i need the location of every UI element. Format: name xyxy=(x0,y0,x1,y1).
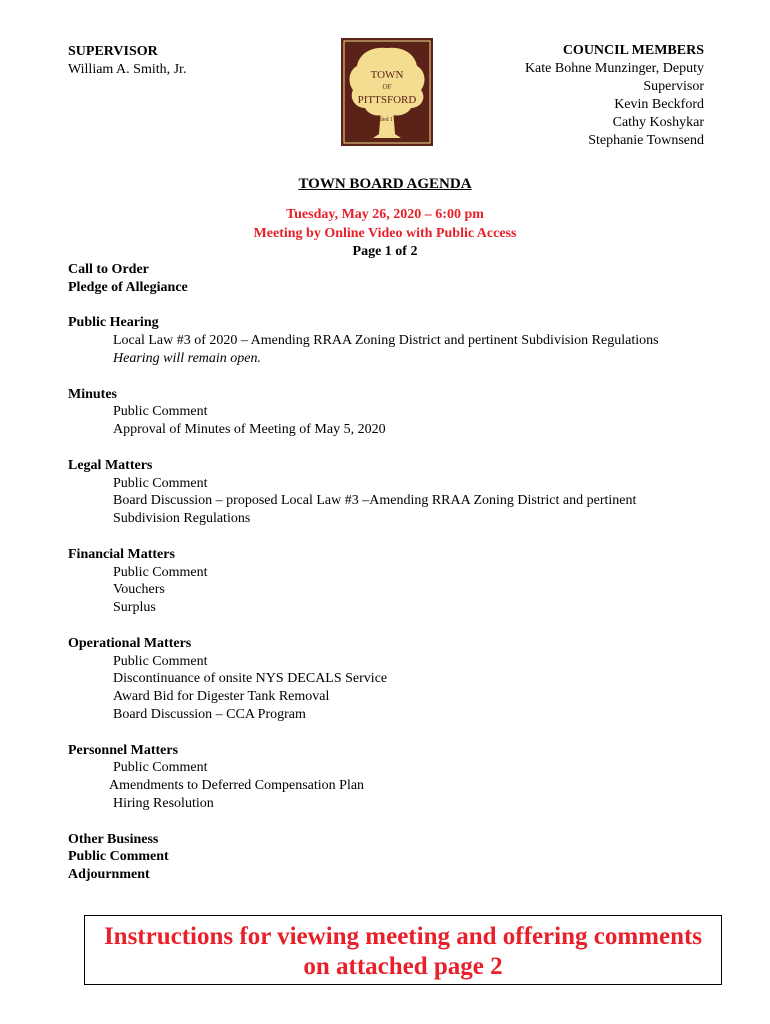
personnel-section xyxy=(68,742,728,813)
council-line: Kevin Beckford xyxy=(614,97,704,112)
agenda-heading: Other Business xyxy=(68,831,159,847)
council-block xyxy=(525,42,704,150)
section-heading: Public Hearing xyxy=(68,315,159,331)
page-number: Page 1 of 2 xyxy=(352,244,418,259)
supervisor-block xyxy=(68,43,186,79)
agenda-item: Vouchers xyxy=(113,582,165,598)
instructions-box xyxy=(84,915,722,985)
logo-line1: TOWN xyxy=(370,69,404,81)
legal-section xyxy=(68,457,728,528)
agenda-item: Award Bid for Digester Tank Removal xyxy=(113,689,330,705)
instructions-line: Instructions for viewing meeting and offering comments xyxy=(103,923,703,950)
agenda-item: Subdivision Regulations xyxy=(113,511,251,527)
logo-line2: OF xyxy=(382,83,392,91)
meeting-line: Meeting by Online Video with Public Access xyxy=(253,226,517,241)
agenda-item: Board Discussion – proposed Local Law #3 –Amending RRAA Zoning District and pertinent xyxy=(113,493,637,509)
agenda-item: Public Comment xyxy=(113,564,208,580)
town-logo xyxy=(341,38,433,146)
logo-line4: Settled 1789 xyxy=(371,117,403,123)
section-heading: Minutes xyxy=(68,386,117,402)
section-heading: Operational Matters xyxy=(68,635,192,651)
agenda-item: Public Comment xyxy=(113,475,208,491)
opening-section xyxy=(68,261,728,297)
council-heading: COUNCIL MEMBERS xyxy=(562,43,704,58)
date-line: Tuesday, May 26, 2020 – 6:00 pm xyxy=(286,207,484,222)
agenda-item: Public Comment xyxy=(113,404,208,420)
supervisor-name: William A. Smith, Jr. xyxy=(68,62,187,77)
agenda-item: Board Discussion – CCA Program xyxy=(113,706,306,722)
instructions-line: on attached page 2 xyxy=(303,953,503,980)
council-line: Cathy Koshykar xyxy=(612,115,704,130)
closing-section xyxy=(68,831,728,884)
page-title: TOWN BOARD AGENDA xyxy=(298,176,472,192)
agenda-item: Amendments to Deferred Compensation Plan xyxy=(109,778,365,794)
council-line: Supervisor xyxy=(643,79,704,94)
agenda-item: Approval of Minutes of Meeting of May 5, 2020 xyxy=(113,422,386,438)
agenda-body xyxy=(68,261,728,902)
tree-seal-icon xyxy=(341,38,433,146)
minutes-section xyxy=(68,386,728,439)
agenda-note: Hearing will remain open. xyxy=(113,350,262,366)
council-line: Kate Bohne Munzinger, Deputy xyxy=(524,61,704,76)
logo-line3: PITTSFORD xyxy=(357,94,417,106)
section-heading: Legal Matters xyxy=(68,457,153,473)
agenda-heading: Adjournment xyxy=(68,867,150,883)
financial-section xyxy=(68,546,728,617)
agenda-item: Local Law #3 of 2020 – Amending RRAA Zoning District and pertinent Subdivision Regulations xyxy=(113,333,659,349)
agenda-item: Public Comment xyxy=(113,653,208,669)
agenda-item: Surplus xyxy=(113,600,156,616)
agenda-item: Hiring Resolution xyxy=(113,795,214,811)
agenda-heading: Pledge of Allegiance xyxy=(68,279,188,295)
agenda-heading: Call to Order xyxy=(68,262,149,277)
agenda-heading: Public Comment xyxy=(68,849,169,865)
agenda-item: Public Comment xyxy=(113,760,208,776)
section-heading: Financial Matters xyxy=(68,546,175,562)
agenda-item: Discontinuance of onsite NYS DECALS Service xyxy=(113,671,388,687)
section-heading: Personnel Matters xyxy=(68,742,179,758)
public-hearing-section xyxy=(68,314,728,367)
council-line: Stephanie Townsend xyxy=(588,133,704,148)
supervisor-heading: SUPERVISOR xyxy=(68,44,158,59)
operational-section xyxy=(68,635,728,724)
